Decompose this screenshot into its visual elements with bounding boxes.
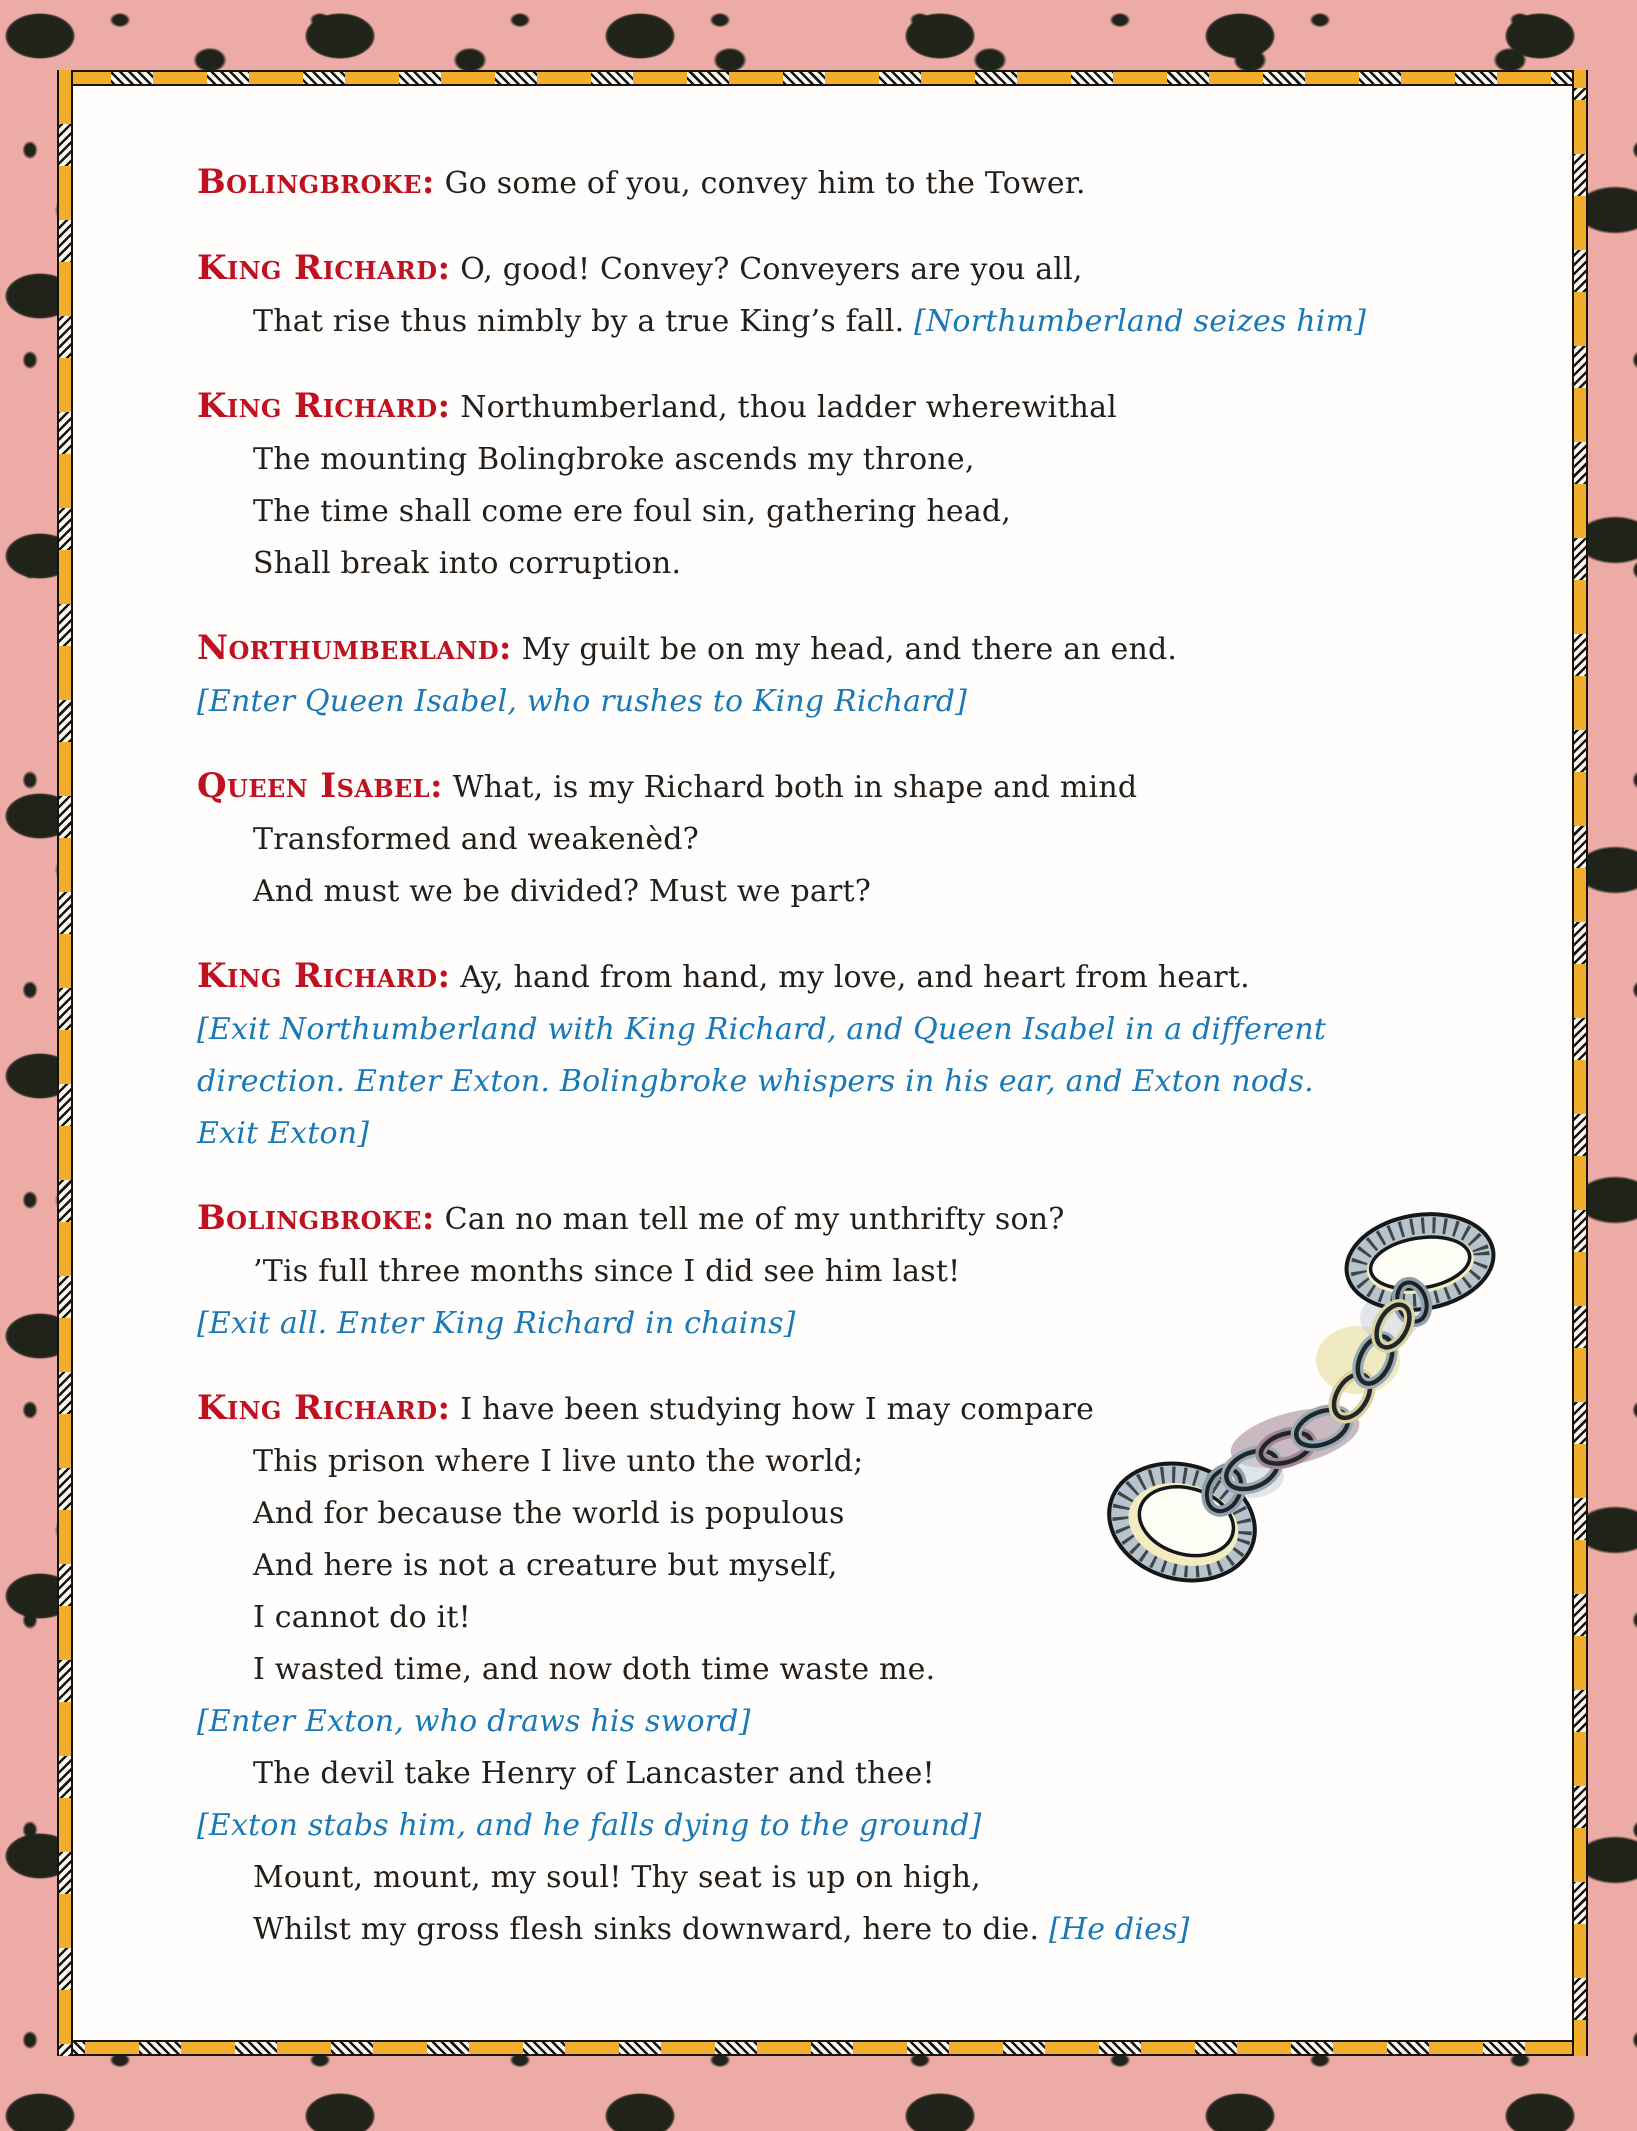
speech-block [197, 760, 1516, 918]
dialogue-text: I have been studying how I may compare [460, 1392, 1095, 1427]
dialogue-line [197, 866, 1516, 918]
dialogue-text: O, good! Convey? Conveyers are you all, [460, 252, 1083, 287]
page-paper [73, 86, 1572, 2040]
dialogue-text: Go some of you, convey him to the Tower. [444, 166, 1086, 201]
dialogue-text: What, is my Richard both in shape and mind [452, 770, 1138, 805]
speech-block [197, 622, 1516, 728]
speaker-name: Northumberland: [197, 628, 512, 668]
dialogue-text: Transformed and weakenèd? [253, 822, 699, 857]
speech-block [197, 950, 1516, 1160]
dialogue-line [197, 538, 1516, 590]
dialogue-text: I wasted time, and now doth time waste me. [253, 1652, 936, 1687]
dialogue-text: The devil take Henry of Lancaster and thee! [253, 1756, 935, 1791]
dialogue-line [197, 156, 1516, 210]
dialogue-line [197, 380, 1516, 434]
stage-direction-line [197, 1800, 1516, 1852]
speaker-name: Bolingbroke: [197, 1198, 435, 1238]
stage-direction-line [197, 676, 1516, 728]
dialogue-text: ’Tis full three months since I did see him last! [253, 1254, 961, 1289]
speaker-name: King Richard: [197, 248, 451, 288]
dialogue-text: And must we be divided? Must we part? [253, 874, 872, 909]
speaker-name: King Richard: [197, 956, 451, 996]
dialogue-text: I cannot do it! [253, 1600, 471, 1635]
dialogue-text: Ay, hand from hand, my love, and heart from heart. [460, 960, 1250, 995]
stage-direction: [Exit all. Enter King Richard in chains] [197, 1306, 796, 1341]
dialogue-line [197, 814, 1516, 866]
dialogue-text: Can no man tell me of my unthrifty son? [444, 1202, 1065, 1237]
dialogue-text: The mounting Bolingbroke ascends my throne, [253, 442, 975, 477]
dialogue-line [197, 622, 1516, 676]
ribbon-border-bottom [57, 2040, 1588, 2056]
ribbon-border-top [57, 70, 1588, 86]
dialogue-text: This prison where I live unto the world; [253, 1444, 864, 1479]
stage-direction: [He dies] [1048, 1912, 1190, 1947]
stage-direction: [Northumberland seizes him] [914, 304, 1367, 339]
dialogue-line [197, 760, 1516, 814]
stage-direction: [Exton stabs him, and he falls dying to the ground] [197, 1808, 982, 1843]
dialogue-line [197, 296, 1516, 348]
speech-block [197, 242, 1516, 348]
speaker-name: King Richard: [197, 1388, 451, 1428]
play-script [197, 156, 1516, 1988]
stage-direction-line [197, 1056, 1516, 1108]
dialogue-text: Shall break into corruption. [253, 546, 682, 581]
dialogue-line [197, 434, 1516, 486]
dialogue-text: The time shall come ere foul sin, gathering head, [253, 494, 1012, 529]
speaker-name: Queen Isabel: [197, 766, 443, 806]
dialogue-line [197, 242, 1516, 296]
stage-direction: [Exit Northumberland with King Richard, and Queen Isabel in a different [197, 1012, 1327, 1047]
stage-direction: Exit Exton] [197, 1116, 370, 1151]
stage-direction: [Enter Exton, who draws his sword] [197, 1704, 751, 1739]
stage-direction: direction. Enter Exton. Bolingbroke whispers in his ear, and Exton nods. [197, 1064, 1314, 1099]
dialogue-text: Northumberland, thou ladder wherewithal [460, 390, 1117, 425]
dialogue-text: Whilst my gross flesh sinks downward, here to die. [253, 1912, 1049, 1947]
dialogue-line [197, 1748, 1516, 1800]
stage-direction-line [197, 1004, 1516, 1056]
speech-block [197, 380, 1516, 590]
dialogue-text: My guilt be on my head, and there an end. [521, 632, 1178, 667]
stage-direction-line [197, 1696, 1516, 1748]
dialogue-line [197, 1644, 1516, 1696]
speech-block [197, 156, 1516, 210]
dialogue-text: Mount, mount, my soul! Thy seat is up on high, [253, 1860, 981, 1895]
dialogue-line [197, 1852, 1516, 1904]
speaker-name: Bolingbroke: [197, 162, 435, 202]
dialogue-text: That rise thus nimbly by a true King’s fall. [253, 304, 915, 339]
dialogue-line [197, 1904, 1516, 1956]
dialogue-line [197, 950, 1516, 1004]
ribbon-border-left [57, 70, 73, 2056]
dialogue-line [197, 486, 1516, 538]
shackle-cuff-top [1340, 1204, 1501, 1320]
dialogue-text: And here is not a creature but myself, [253, 1548, 838, 1583]
stage-direction: [Enter Queen Isabel, who rushes to King Richard] [197, 684, 968, 719]
speaker-name: King Richard: [197, 386, 451, 426]
stage-direction-line [197, 1108, 1516, 1160]
dialogue-text: And for because the world is populous [253, 1496, 845, 1531]
ribbon-border-right [1572, 70, 1588, 2056]
shackles-illustration [1090, 1190, 1530, 1620]
